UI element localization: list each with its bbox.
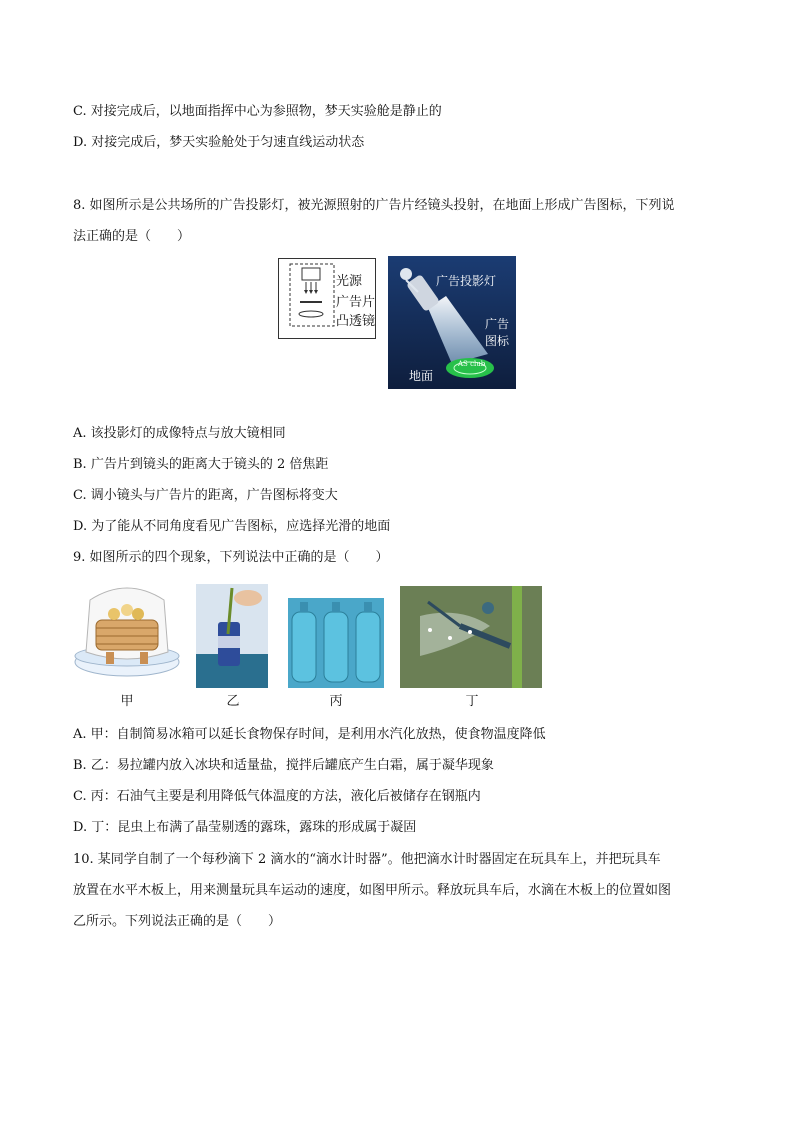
q8-option-d: D. 为了能从不同角度看见广告图标，应选择光滑的地面 <box>73 519 391 534</box>
q8-option-b: B. 广告片到镜头的距离大于镜头的 2 倍焦距 <box>73 457 329 472</box>
q9-option-b: B. 乙：易拉罐内放入冰块和适量盐，搅拌后罐底产生白霜，属于凝华现象 <box>73 758 494 773</box>
q8-option-a: A. 该投影灯的成像特点与放大镜相同 <box>73 426 286 441</box>
figure-bing-drawing <box>288 598 384 688</box>
q9-option-a: A. 甲：自制简易冰箱可以延长食物保存时间，是利用水汽化放热，使食物温度降低 <box>73 727 546 742</box>
label-projector-lamp: 广告投影灯 <box>436 274 497 288</box>
caption-bing: 丙 <box>329 694 343 709</box>
q9-option-d: D. 丁：昆虫上布满了晶莹剔透的露珠，露珠的形成属于凝固 <box>73 820 417 835</box>
label-film: 广告片 <box>336 295 376 310</box>
figure-ding-dragonfly <box>400 586 542 688</box>
q10-stem-line2: 放置在水平木板上，用来测量玩具车运动的速度，如图甲所示。释放玩具车后，水滴在木板上的位置如图 <box>73 883 672 898</box>
q7-option-c: C. 对接完成后，以地面指挥中心为参照物，梦天实验舱是静止的 <box>73 104 442 119</box>
q8-option-c: C. 调小镜头与广告片的距离，广告图标将变大 <box>73 488 338 503</box>
q7-option-d: D. 对接完成后，梦天实验舱处于匀速直线运动状态 <box>73 135 365 150</box>
figure-jia-drawing <box>72 580 182 688</box>
ad-logo-text: AS club <box>458 360 486 368</box>
label-light-source: 光源 <box>336 274 363 289</box>
projector-schematic-figure <box>278 258 378 338</box>
figure-yi-can <box>196 584 268 688</box>
caption-yi: 乙 <box>226 694 240 709</box>
projector-photo <box>388 256 516 389</box>
q9-option-c: C. 丙：石油气主要是利用降低气体温度的方法，液化后被储存在钢瓶内 <box>73 789 481 804</box>
q9-stem: 9. 如图所示的四个现象，下列说法中正确的是（ ） <box>73 550 389 565</box>
q10-stem-line3: 乙所示。下列说法正确的是（ ） <box>73 914 282 929</box>
figure-yi-drawing <box>196 584 268 688</box>
label-ground: 地面 <box>409 369 434 383</box>
caption-jia: 甲 <box>120 694 134 709</box>
q10-stem-line1: 10. 某同学自制了一个每秒滴下 2 滴水的“滴水计时器”。他把滴水计时器固定在玩具车上，并把玩具车 <box>73 852 661 867</box>
q8-stem-line1: 8. 如图所示是公共场所的广告投影灯，被光源照射的广告片经镜头投射，在地面上形成广告图标，下列说 <box>73 198 675 213</box>
label-lens: 凸透镜 <box>336 314 376 329</box>
q8-stem-line2: 法正确的是（ ） <box>73 229 191 244</box>
figure-bing-cylinders <box>288 598 384 688</box>
label-ad-icon-2: 图标 <box>485 334 510 348</box>
label-ad-icon-1: 广告 <box>485 317 510 331</box>
figure-ding-drawing <box>400 586 542 688</box>
caption-ding: 丁 <box>465 694 479 709</box>
figure-jia-cooler <box>72 580 182 688</box>
